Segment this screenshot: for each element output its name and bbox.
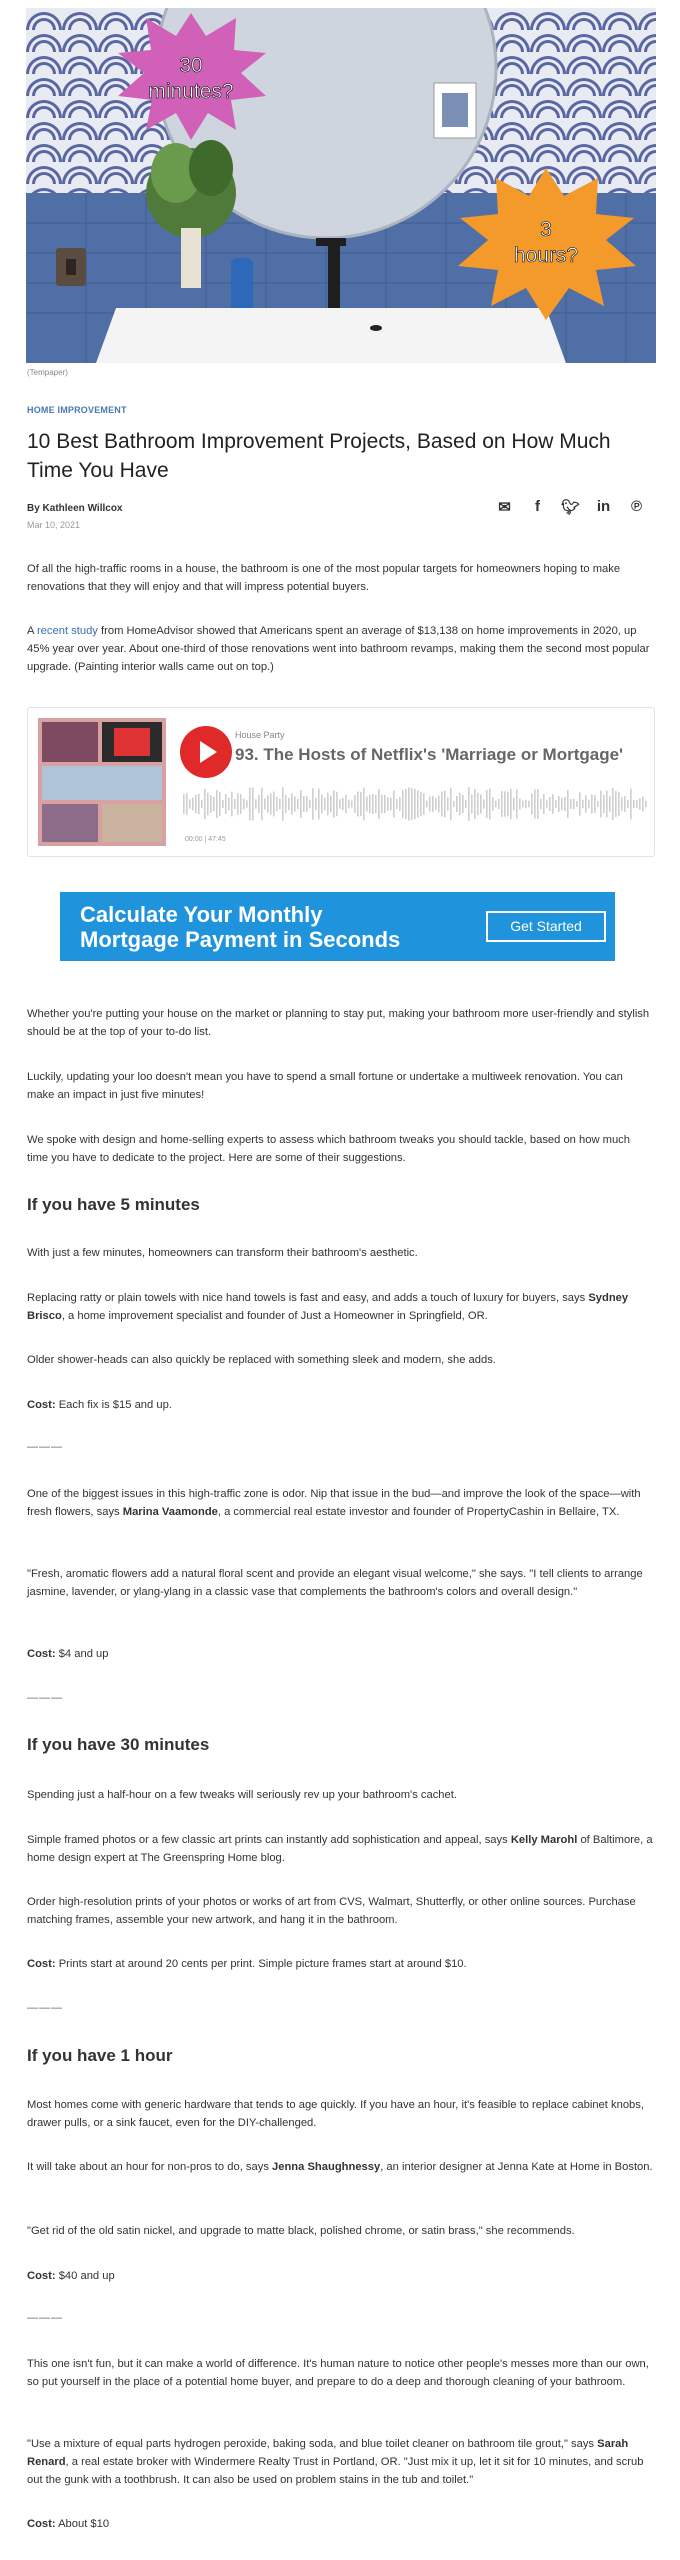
category-link[interactable]: HOME IMPROVEMENT	[27, 405, 127, 415]
waveform-bar	[516, 789, 518, 818]
waveform-bar	[585, 795, 587, 812]
waveform-bar	[441, 791, 443, 816]
waveform-bar	[636, 800, 638, 808]
badge-left-line2: minutes?	[148, 80, 234, 103]
waveform-bar	[459, 793, 461, 815]
get-started-button[interactable]: Get Started	[486, 911, 606, 942]
p5b-pre: Replacing ratty or plain towels with nice hand towels is fast and easy, and adds a touch of luxury for buyers, says	[27, 1292, 589, 1304]
cost-1a	[27, 2267, 653, 2285]
waveform-bar	[372, 794, 374, 814]
waveform-bar	[267, 795, 269, 813]
waveform-bar	[522, 800, 524, 807]
waveform-bar	[228, 798, 230, 811]
heading-30-minutes: If you have 30 minutes	[27, 1735, 210, 1754]
waveform-bar	[417, 791, 419, 818]
paragraph-30c: Order high-resolution prints of your photos or works of art from CVS, Walmart, Shutterfly, or other online sources. Purchase matching frames, assemble your new artwork, and hang it in the bathroom.	[27, 1896, 636, 1926]
separator: ———	[27, 2312, 63, 2324]
facebook-icon[interactable]: f	[535, 498, 540, 515]
paragraph-1e	[27, 2435, 653, 2489]
waveform-bar	[348, 800, 350, 809]
waveform-bar	[588, 799, 590, 808]
paragraph-market: Whether you're putting your house on the market or planning to stay put, making your bathroom more user-friendly and stylish should be at the top of your to-do list.	[27, 1008, 650, 1038]
waveform-bar	[537, 789, 539, 819]
waveform-bar	[288, 798, 290, 811]
paragraph-1c: "Get rid of the old satin nickel, and upgrade to matte black, polished chrome, or satin brass," she recommends.	[27, 2225, 575, 2237]
waveform-bar	[552, 794, 554, 814]
waveform-bar	[270, 793, 272, 814]
cost-label: Cost:	[27, 2518, 56, 2530]
waveform-bar	[462, 795, 464, 813]
cost-label: Cost:	[27, 1648, 56, 1660]
paragraph-luckily: Luckily, updating your loo doesn't mean you have to spend a small fortune or undertake a multiweek renovation. You can make an impact in just five minutes!	[27, 1071, 623, 1101]
waveform-bar	[426, 801, 428, 808]
waveform-bar	[207, 793, 209, 816]
linkedin-icon[interactable]: in	[596, 498, 611, 515]
waveform-bar	[333, 790, 335, 817]
separator: ———	[27, 1441, 63, 1453]
cost-5a	[27, 1396, 653, 1414]
waveform-bar	[624, 796, 626, 812]
waveform-bar	[246, 800, 248, 807]
waveform-bar	[315, 798, 317, 811]
waveform-bar	[534, 789, 536, 818]
total-duration: 47:45	[208, 836, 226, 843]
waveform-bar	[546, 800, 548, 807]
p5d-pre: One of the biggest issues in this high-traffic zone is odor. Nip that issue in the bud—and improve the look of the space—with fresh flowers, says	[27, 1488, 641, 1518]
waveform-bar	[474, 789, 476, 819]
waveform-bar	[399, 797, 401, 811]
p1e-pre: "Use a mixture of equal parts hydrogen peroxide, baking soda, and blue toilet cleaner on bathroom tile grout," says	[27, 2438, 598, 2450]
waveform-bar	[222, 800, 224, 808]
waveform-bar	[591, 794, 593, 813]
waveform-bar	[261, 788, 263, 821]
ad-line2: Mortgage Payment in Seconds	[80, 927, 401, 952]
waveform-bar	[378, 789, 380, 818]
waveform-bar	[645, 801, 647, 808]
hero-image	[26, 8, 656, 363]
waveform-bar	[279, 799, 281, 810]
waveform-bar	[381, 795, 383, 814]
waveform-bar	[597, 801, 599, 807]
waveform-bar	[405, 789, 407, 819]
podcast-episode-title[interactable]: 93. The Hosts of Netflix's 'Marriage or Mortgage'	[235, 745, 624, 764]
waveform-bar	[234, 799, 236, 809]
waveform-bar	[213, 797, 215, 811]
cost-label: Cost:	[27, 2270, 56, 2282]
waveform-bar	[438, 795, 440, 812]
recent-study-link[interactable]: recent study	[36, 625, 98, 637]
podcast-player	[27, 707, 655, 857]
elapsed-time: 00:00	[185, 836, 203, 843]
paragraph-5a: With just a few minutes, homeowners can transform their bathroom's aesthetic.	[27, 1247, 418, 1259]
waveform-bar	[507, 792, 509, 816]
waveform-bar	[531, 793, 533, 814]
waveform-bar	[402, 790, 404, 817]
paragraph-5b	[27, 1289, 653, 1325]
waveform-bar	[204, 789, 206, 820]
waveform-bar	[312, 788, 314, 820]
waveform-bar	[318, 789, 320, 820]
waveform-bar	[492, 797, 494, 810]
waveform-bar	[282, 787, 284, 821]
waveform-bar	[258, 795, 260, 813]
publish-date: Mar 10, 2021	[27, 520, 81, 530]
waveform-bar	[450, 788, 452, 821]
waveform-bar	[414, 789, 416, 819]
p1e-post: , a real estate broker with Windermere Realty Trust in Portland, OR. "Just mix it up, let it sit for 10 minutes, and scrub out the gunk with a toothbrush. It can also be used on problem stains in the tub and toilet."	[27, 2456, 644, 2486]
waveform-bar	[543, 794, 545, 814]
waveform-bar	[357, 791, 359, 816]
waveform-bar	[198, 794, 200, 814]
heading-5-minutes: If you have 5 minutes	[27, 1195, 200, 1214]
waveform-bar	[285, 795, 287, 813]
waveform-bar	[192, 798, 194, 811]
expert-name: Sarah Renard	[27, 2438, 629, 2468]
waveform-bar	[573, 799, 575, 810]
expert-name: Sydney Brisco	[27, 1292, 629, 1322]
expert-name: Jenna Shaughnessy	[272, 2161, 381, 2173]
waveform-bar	[342, 798, 344, 810]
waveform-bar	[210, 795, 212, 813]
study-paragraph	[27, 622, 653, 676]
waveform-bar	[486, 790, 488, 818]
waveform-bar	[408, 787, 410, 820]
paragraph-5c: Older shower-heads can also quickly be replaced with something sleek and modern, she adds.	[27, 1354, 496, 1366]
cost-value: Each fix is $15 and up.	[55, 1399, 172, 1411]
ad-line1: Calculate Your Monthly	[80, 902, 323, 927]
waveform-bar	[456, 796, 458, 812]
waveform-bar	[330, 795, 332, 812]
paragraph-5e: "Fresh, aromatic flowers add a natural floral scent and provide an elegant visual welcome," she says. "I tell clients to arrange jasmine, lavender, or ylang-ylang in a classic vase that complements the bathroom's colors and overall design."	[27, 1568, 643, 1598]
cost-1b	[27, 2515, 653, 2533]
badge-right-line2: hours?	[513, 244, 579, 267]
waveform-bar	[303, 796, 305, 812]
image-credit: (Tempaper)	[27, 368, 68, 377]
ad-headline	[80, 902, 400, 952]
waveform-bar	[243, 799, 245, 810]
waveform-bar	[510, 789, 512, 819]
paragraph-5d	[27, 1485, 653, 1521]
waveform-bar	[294, 796, 296, 811]
waveform-bar	[429, 796, 431, 811]
waveform-bar	[471, 795, 473, 814]
waveform-bar	[633, 800, 635, 808]
waveform-bar	[255, 799, 257, 808]
cost-value: $40 and up	[55, 2270, 115, 2282]
waveform-bar	[615, 791, 617, 817]
waveform-bar	[504, 791, 506, 817]
podcast-artwork	[38, 718, 166, 846]
waveform-bar	[570, 799, 572, 809]
study-pre: A	[27, 625, 37, 637]
waveform-bar	[183, 794, 185, 814]
waveform-bar	[501, 791, 503, 817]
waveform-bar	[195, 795, 197, 813]
waveform-bar	[606, 791, 608, 818]
waveform-bar	[480, 794, 482, 813]
waveform-bar	[639, 798, 641, 809]
waveform-bar	[621, 797, 623, 811]
waveform-bar	[555, 800, 557, 808]
paragraph-30b	[27, 1831, 653, 1867]
paragraph-1b	[27, 2158, 653, 2176]
waveform-bar	[309, 800, 311, 808]
paragraph-spoke: We spoke with design and home-selling experts to assess which bathroom tweaks you should tackle, based on how much time you have to dedicate to the project. Here are some of their suggestions.	[27, 1134, 630, 1164]
waveform-bar	[513, 798, 515, 810]
waveform-bar	[321, 794, 323, 813]
waveform-bar	[477, 793, 479, 815]
waveform-bar	[567, 790, 569, 818]
p1b-pre: It will take about an hour for non-pros to do, says	[27, 2161, 273, 2173]
waveform-bar	[525, 800, 527, 808]
waveform-bar	[609, 796, 611, 811]
waveform-bar	[576, 801, 578, 807]
waveform-bar	[291, 793, 293, 814]
waveform-bar	[618, 792, 620, 816]
waveform-bar	[201, 800, 203, 808]
expert-name: Marina Vaamonde	[122, 1506, 218, 1518]
waveform-bar	[351, 800, 353, 807]
audio-waveform[interactable]	[183, 786, 649, 822]
waveform-bar	[297, 799, 299, 809]
waveform-bar	[336, 792, 338, 816]
waveform-bar	[444, 791, 446, 818]
waveform-bar	[447, 797, 449, 810]
waveform-bar	[300, 790, 302, 818]
expert-name: Kelly Marohl	[510, 1834, 578, 1846]
waveform-bar	[339, 799, 341, 809]
waveform-bar	[354, 795, 356, 813]
waveform-bar	[375, 795, 377, 813]
waveform-bar	[369, 795, 371, 813]
play-button[interactable]	[180, 726, 232, 778]
cost-value: Prints start at around 20 cents per print. Simple picture frames start at around $10.	[55, 1958, 467, 1970]
cost-label: Cost:	[27, 1958, 56, 1970]
waveform-bar	[411, 788, 413, 820]
waveform-bar	[561, 798, 563, 810]
paragraph-30a: Spending just a half-hour on a few tweaks will seriously rev up your bathroom's cachet.	[27, 1789, 457, 1801]
twitter-icon[interactable]: 🐦︎	[560, 499, 581, 516]
waveform-bar	[276, 797, 278, 811]
waveform-bar	[453, 801, 455, 807]
waveform-bar	[237, 793, 239, 815]
waveform-bar	[483, 799, 485, 809]
waveform-bar	[219, 792, 221, 816]
envelope-icon[interactable]: ✉	[498, 499, 511, 516]
separator: ———	[27, 1692, 63, 1704]
waveform-bar	[423, 793, 425, 815]
waveform-bar	[384, 795, 386, 813]
cost-value: About $10	[55, 2518, 110, 2530]
waveform-bar	[324, 798, 326, 811]
waveform-bar	[264, 798, 266, 809]
waveform-bar	[489, 788, 491, 819]
waveform-bar	[540, 799, 542, 809]
heading-1-hour: If you have 1 hour	[27, 2046, 173, 2065]
waveform-bar	[594, 795, 596, 813]
cost-label: Cost:	[27, 1399, 56, 1411]
p30b-post: of Baltimore, a home design expert at The Greenspring Home blog.	[27, 1834, 653, 1864]
waveform-bar	[231, 792, 233, 817]
podcast-show[interactable]: House Party	[235, 730, 285, 740]
waveform-bar	[366, 796, 368, 811]
author-byline[interactable]: By Kathleen Willcox	[27, 503, 123, 514]
study-post: from HomeAdvisor showed that Americans spent an average of $13,138 on home improvements in 2020, up 45% year over year. About one-third of those renovations went into bathroom revamps, making them the second most popular upgrade. (Painting interior walls came out on top.)	[27, 625, 650, 673]
waveform-bar	[468, 787, 470, 821]
paragraph-1a: Most homes come with generic hardware that tends to age quickly. If you have an hour, it's feasible to replace cabinet knobs, drawer pulls, or a sink faucet, even for the DIY-challenged.	[27, 2099, 644, 2129]
waveform-bar	[579, 792, 581, 815]
waveform-bar	[528, 801, 530, 808]
waveform-bar	[363, 788, 365, 821]
waveform-bar	[393, 791, 395, 818]
cost-30	[27, 1955, 653, 1973]
waveform-bar	[225, 794, 227, 814]
separator: ———	[27, 2002, 63, 2014]
waveform-bar	[582, 800, 584, 808]
waveform-bar	[360, 792, 362, 816]
waveform-bar	[390, 798, 392, 811]
waveform-bar	[498, 799, 500, 809]
waveform-bar	[558, 796, 560, 812]
cost-value: $4 and up	[55, 1648, 109, 1660]
waveform-bar	[630, 789, 632, 820]
p30b-pre: Simple framed photos or a few classic art prints can instantly add sophistication and appeal, says	[27, 1834, 511, 1846]
mortgage-ad-banner[interactable]	[60, 892, 615, 961]
paragraph-1d: This one isn't fun, but it can make a world of difference. It's human nature to notice other people's messes more than our own, so put yourself in the place of a potential home buyer, and prepare to do a deep and thorough cleaning of your bathroom.	[27, 2358, 649, 2388]
waveform-bar	[186, 793, 188, 815]
waveform-bar	[549, 797, 551, 811]
waveform-bar	[189, 799, 191, 808]
pinterest-icon[interactable]: ℗	[630, 498, 643, 515]
waveform-bar	[240, 794, 242, 814]
waveform-bar	[642, 797, 644, 812]
bathroom-illustration	[26, 8, 656, 363]
p5d-post: , a commercial real estate investor and founder of PropertyCashin in Bellaire, TX.	[217, 1506, 620, 1518]
waveform-bar	[612, 788, 614, 820]
p5b-post: , a home improvement specialist and founder of Just a Homeowner in Springfield, OR.	[61, 1310, 488, 1322]
waveform-bar	[273, 792, 275, 817]
waveform-bar	[465, 800, 467, 809]
waveform-bar	[420, 792, 422, 816]
waveform-bar	[432, 796, 434, 812]
waveform-bar	[435, 798, 437, 810]
waveform-bar	[345, 795, 347, 814]
waveform-bar	[216, 790, 218, 818]
waveform-bar	[396, 799, 398, 809]
badge-right-line1: 3	[540, 218, 552, 241]
badge-left-line1: 30	[179, 54, 203, 77]
waveform-bar	[603, 795, 605, 814]
waveform-bar	[564, 797, 566, 811]
waveform-bar	[249, 788, 251, 820]
waveform-bar	[306, 796, 308, 812]
p1b-post: , an interior designer at Jenna Kate at Home in Boston.	[380, 2161, 653, 2173]
waveform-bar	[327, 793, 329, 816]
article-title: 10 Best Bathroom Improvement Projects, Based on How Much Time You Have	[27, 430, 611, 482]
waveform-bar	[495, 801, 497, 808]
cost-5b	[27, 1645, 653, 1663]
share-bar	[488, 498, 653, 516]
waveform-bar	[387, 797, 389, 810]
intro-paragraph: Of all the high-traffic rooms in a house, the bathroom is one of the most popular targets for homeowners hoping to make renovations that they will enjoy and that will impress potential buyers.	[27, 563, 621, 593]
waveform-bar	[600, 790, 602, 817]
podcast-time: 00:00 | 47:45	[185, 836, 226, 843]
waveform-bar	[627, 800, 629, 808]
waveform-bar	[252, 787, 254, 820]
waveform-bar	[519, 799, 521, 810]
